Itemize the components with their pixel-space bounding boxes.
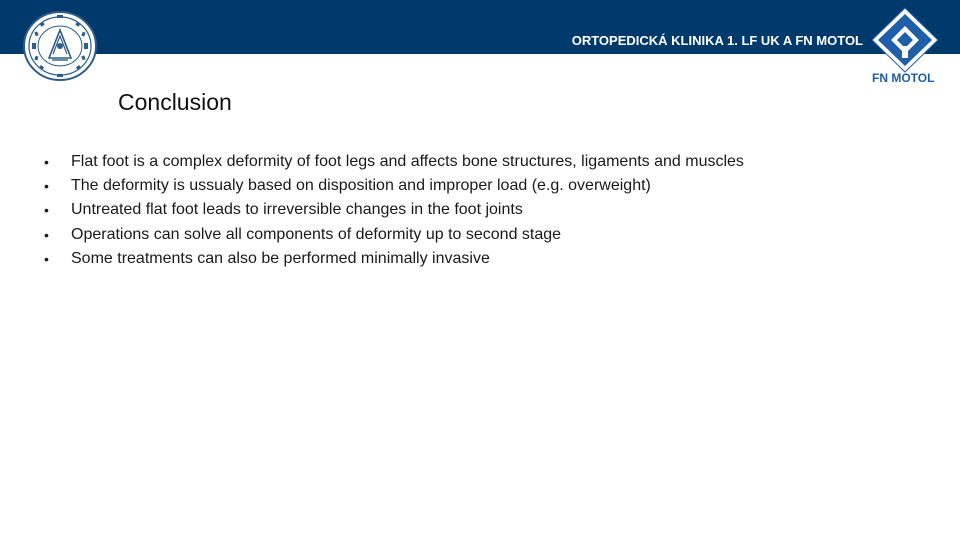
clinic-name: ORTOPEDICKÁ KLINIKA 1. LF UK A FN MOTOL: [571, 33, 863, 48]
bullet-list: [44, 150, 744, 271]
university-seal-icon: [22, 10, 98, 82]
bullet-text: The deformity is ussualy based on disposition and improper load (e.g. overweight): [71, 177, 651, 195]
bullet-dot: •: [44, 154, 49, 170]
slide-title: Conclusion: [118, 89, 232, 115]
list-item: [44, 223, 744, 247]
bullet-text: Operations can solve all components of deformity up to second stage: [71, 225, 562, 243]
fn-motol-label: FN MOTOL: [872, 71, 935, 85]
list-item: [44, 150, 744, 174]
bullet-dot: •: [44, 250, 49, 267]
bullet-dot: •: [44, 202, 49, 219]
bullet-dot: •: [44, 178, 49, 195]
bullet-text: Flat foot is a complex deformity of foot legs and affects bone structures, ligaments and muscles: [71, 153, 744, 170]
bullet-dot: •: [44, 226, 49, 243]
list-item: [44, 174, 744, 198]
list-item: [44, 247, 744, 271]
bullet-text: Some treatments can also be performed minimally invasive: [71, 249, 490, 267]
bullet-text: Untreated flat foot leads to irreversible changes in the foot joints: [71, 201, 523, 219]
list-item: [44, 198, 744, 222]
